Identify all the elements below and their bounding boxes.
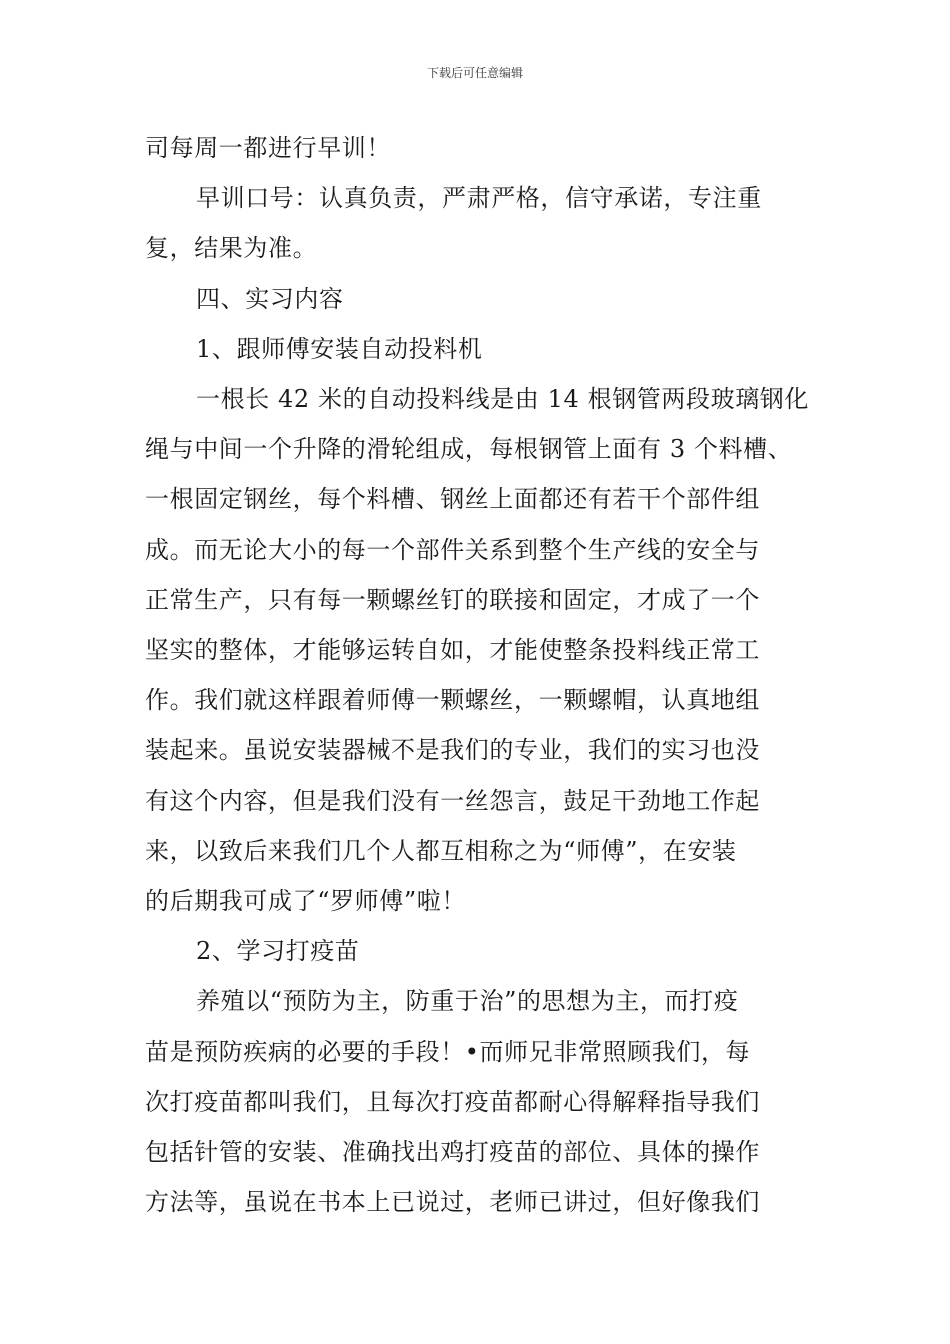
text-line: 正常生产，只有每一颗螺丝钉的联接和固定，才成了一个	[145, 585, 760, 614]
text-line: 的后期我可成了“罗师傅”啦！	[145, 887, 466, 915]
text-line: 四、实习内容	[196, 284, 344, 313]
text-line: 司每周一都进行早训！	[145, 134, 391, 162]
text-line: 复，结果为准。	[145, 234, 318, 263]
text-line: 包括针管的安装、准确找出鸡打疫苗的部位、具体的操作	[145, 1138, 760, 1166]
text-line: 坚实的整体，才能够运转自如，才能使整条投料线正常工	[145, 636, 760, 664]
text-line: 次打疫苗都叫我们，且每次打疫苗都耐心得解释指导我们	[145, 1087, 760, 1116]
text-line: 装起来。虽说安装器械不是我们的专业，我们的实习也没	[145, 736, 760, 765]
text-line: 来，以致后来我们几个人都互相称之为“师傅”，在安装	[145, 836, 737, 865]
text-line: 作。我们就这样跟着师傅一颗螺丝，一颗螺帽，认真地组	[145, 686, 760, 715]
text-line: 有这个内容，但是我们没有一丝怨言，鼓足干劲地工作起	[145, 786, 760, 815]
text-line: 早训口号：认真负责，严肃严格，信守承诺，专注重	[196, 184, 762, 213]
text-line: 苗是预防疾病的必要的手段！•而师兄非常照顾我们，每	[145, 1037, 751, 1066]
text-line: 方法等，虽说在书本上已说过，老师已讲过，但好像我们	[145, 1188, 760, 1217]
text-line: 绳与中间一个升降的滑轮组成，每根钢管上面有 3 个料槽、	[145, 435, 793, 464]
text-line: 成。而无论大小的每一个部件关系到整个生产线的安全与	[145, 535, 760, 564]
text-line: 一根固定钢丝，每个料槽、钢丝上面都还有若干个部件组	[145, 485, 760, 514]
text-line: 2、学习打疫苗	[196, 937, 360, 966]
text-line: 1、跟师傅安装自动投料机	[196, 334, 483, 363]
page-header: 下载后可任意编辑	[426, 66, 523, 80]
text-line: 一根长 42 米的自动投料线是由 14 根钢管两段玻璃钢化	[196, 385, 809, 413]
text-line: 养殖以“预防为主，防重于治”的思想为主，而打疫	[196, 987, 739, 1016]
